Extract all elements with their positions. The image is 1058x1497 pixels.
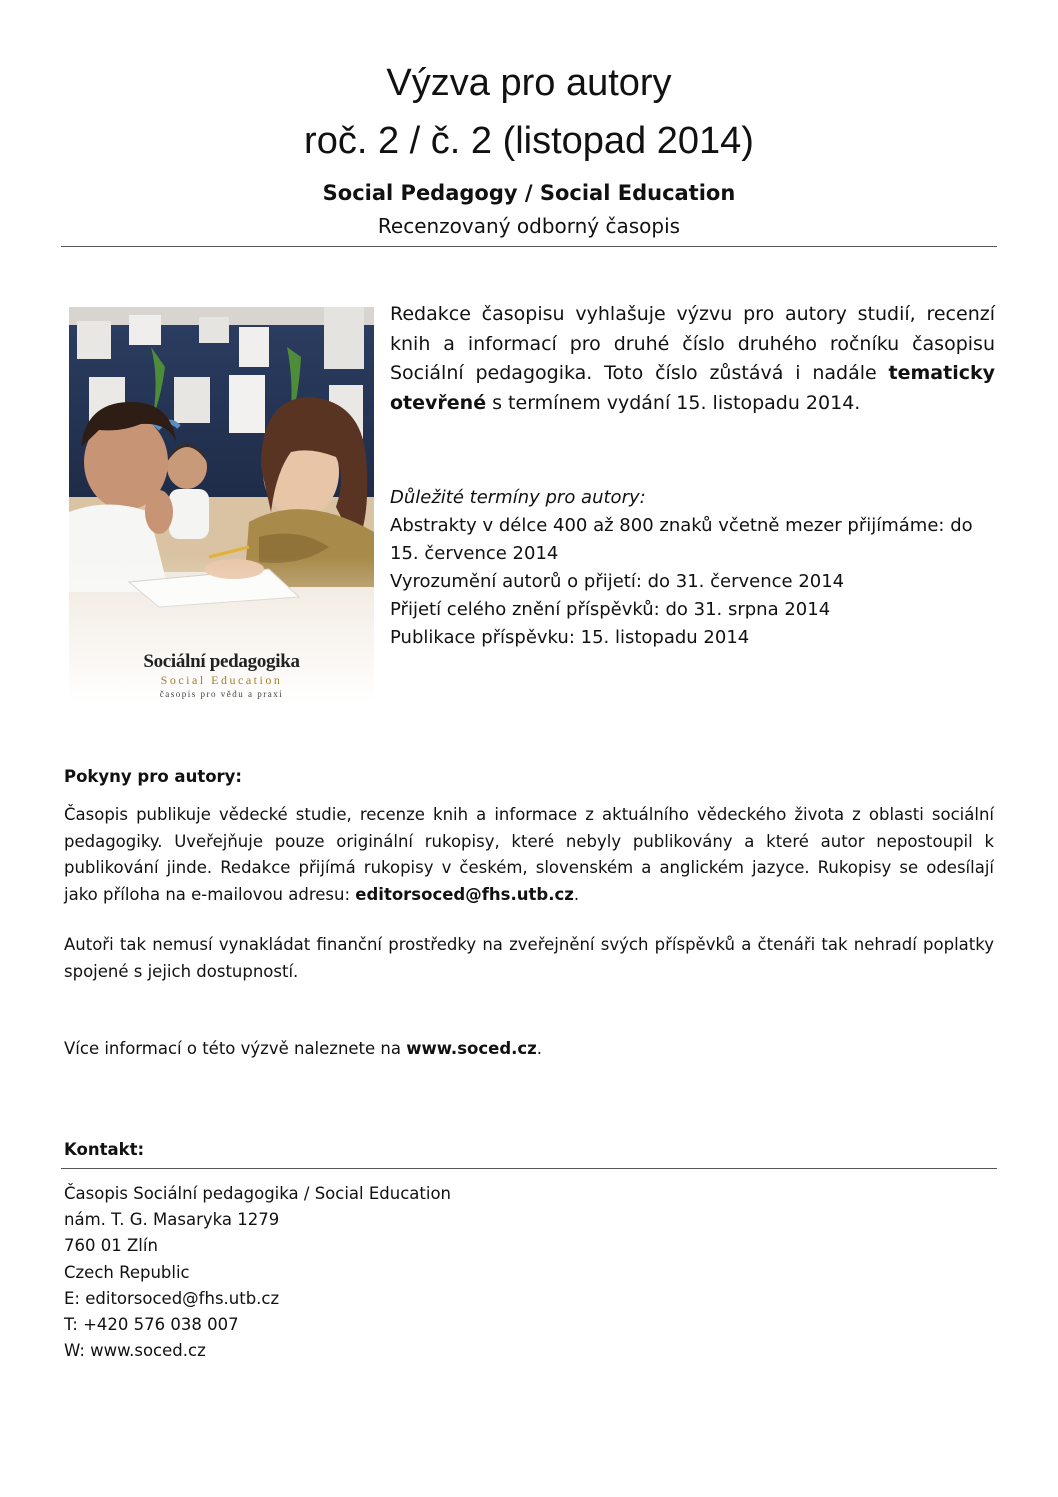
contact-web: W: www.soced.cz [64,1341,206,1361]
more-info-paragraph [64,1036,994,1063]
journal-name: Social Pedagogy / Social Education [322,181,736,205]
cover-subtitle: Social Education [160,673,283,687]
call-intro [390,300,995,418]
punctuation: . [573,884,580,904]
deadline-item: 15. července 2014 [390,543,559,564]
deadline-item: Přijetí celého znění příspěvků: do 31. srpna 2014 [390,599,831,620]
intro-text: Redakce časopisu vyhlašuje výzvu pro autory studií, recenzí knih a informací pro druhé číslo druhého ročníku časopisu Sociální pedagogika. Toto číslo zůstává i nadále [390,303,995,384]
more-info-text: Více informací o této výzvě naleznete na [64,1039,407,1058]
contact-line: 760 01 Zlín [64,1236,158,1256]
cover-tagline: časopis pro vědu a praxi [159,689,284,699]
journal-type: Recenzovaný odborný časopis [377,214,681,238]
contact-email: E: editorsoced@fhs.utb.cz [64,1288,280,1308]
contact-line: Czech Republic [64,1262,190,1282]
guidelines-text: Časopis publikuje vědecké studie, recenze knih a informace z aktuálního vědeckého života z oblasti sociální pedagogiky. Uveřejňuje pouze originální rukopisy, které nebyly publikovány a které autor nepostoupil k publikování jinde. Redakce přijímá rukopisy v českém, slovenském a anglickém jazyce. Rukopisy se odesílají jako příloha na e-mailovou adresu: [64,805,994,904]
header-divider [61,246,997,247]
editor-email: editorsoced@fhs.utb.cz [355,884,574,904]
intro-text-end: s termínem vydání 15. listopadu 2014. [486,391,861,414]
deadline-item: Vyrozumění autorů o přijetí: do 31. července 2014 [390,571,845,592]
deadlines-heading: Důležité termíny pro autory: [390,487,646,508]
fees-paragraph: Autoři tak nemusí vynakládat finanční prostředky na zveřejnění svých příspěvků a čtenáři tak nehradí poplatky spojené s jejich dostupností. [64,935,994,981]
cover-photo [69,307,374,702]
journal-cover-image [69,307,374,702]
intro-emphasis: tematicky otevřené [390,362,995,414]
page-title: Výzva pro autory [386,62,672,104]
issue-title: roč. 2 / č. 2 (listopad 2014) [304,120,754,162]
guidelines-paragraph [64,802,994,908]
deadlines [390,484,1010,652]
website-link[interactable]: www.soced.cz [406,1039,537,1058]
contact-line: nám. T. G. Masaryka 1279 [64,1210,280,1230]
deadline-item: Publikace příspěvku: 15. listopadu 2014 [390,627,750,648]
cover-title: Sociální pedagogika [143,651,300,672]
contact-block [64,1181,451,1364]
guidelines-heading: Pokyny pro autory: [64,767,243,786]
contact-phone: T: +420 576 038 007 [64,1315,239,1335]
contact-heading: Kontakt: [64,1140,145,1159]
contact-divider [61,1168,997,1169]
contact-line: Časopis Sociální pedagogika / Social Education [64,1184,452,1203]
punctuation: . [536,1039,543,1058]
deadline-item: Abstrakty v délce 400 až 800 znaků včetně mezer přijímáme: do [390,515,973,536]
